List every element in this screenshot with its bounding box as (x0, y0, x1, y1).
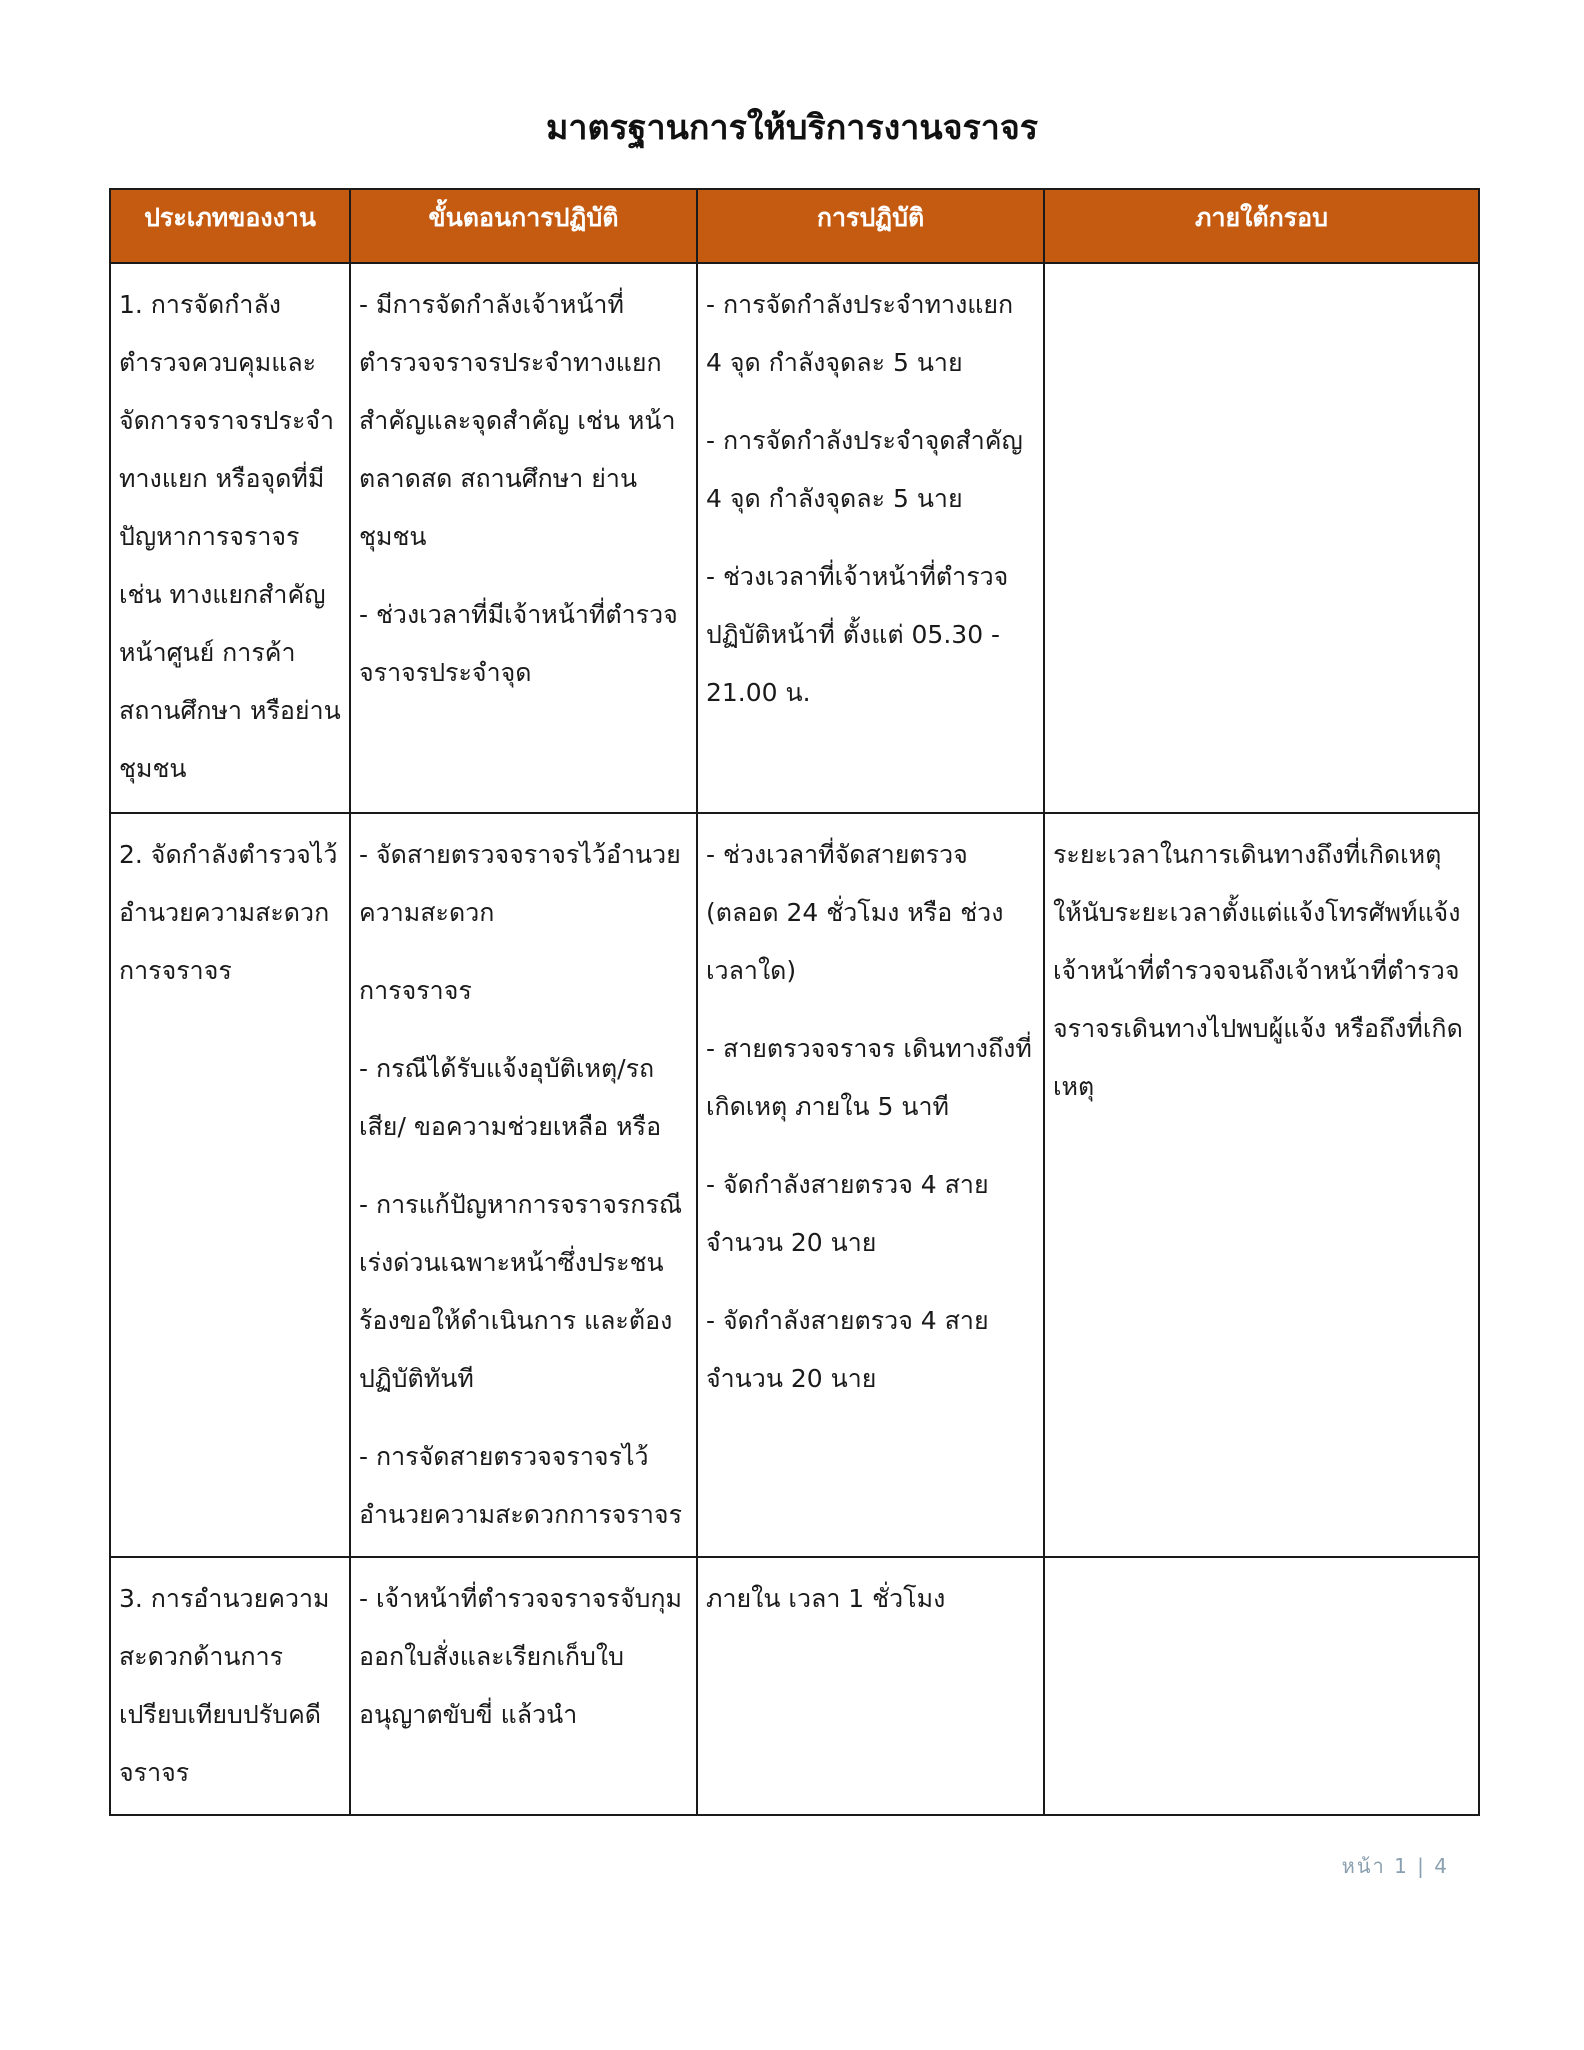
practice-item: - การจัดกำลังประจำจุดสำคัญ 4 จุด กำลังจุดละ 5 นาย (706, 426, 1023, 513)
practice-item: - ช่วงเวลาที่จัดสายตรวจ (ตลอด 24 ชั่วโมง หรือ ช่วงเวลาใด) (706, 840, 1004, 985)
practice-item: - การจัดกำลังประจำทางแยก 4 จุด กำลังจุดละ 5 นาย (706, 290, 1014, 377)
practice-item: - ช่วงเวลาที่เจ้าหน้าที่ตำรวจปฏิบัติหน้าที่ ตั้งแต่ 05.30 - 21.00 น. (706, 562, 1009, 707)
procedure-item: - การจัดสายตรวจจราจรไว้อำนวยความสะดวกการจราจร (359, 1442, 682, 1529)
cell-practice (697, 813, 1044, 1557)
cell-work-type: 1. การจัดกำลังตำรวจควบคุมและจัดการจราจรประจำทางแยก หรือจุดที่มีปัญหาการจราจร เช่น ทางแยกสำคัญ หน้าศูนย์ การค้า สถานศึกษา หรือย่านชุมชน (110, 263, 350, 813)
service-standard-table (109, 188, 1480, 1816)
procedure-item: - มีการจัดกำลังเจ้าหน้าที่ตำรวจจราจรประจำทางแยกสำคัญและจุดสำคัญ เช่น หน้าตลาดสด สถานศึกษา ย่านชุมชน (359, 290, 676, 551)
procedure-item: - เจ้าหน้าที่ตำรวจจราจรจับกุมออกใบสั่งและเรียกเก็บใบอนุญาตขับขี่ แล้วนำ (359, 1584, 682, 1729)
page-footer (1342, 1850, 1449, 1882)
header-procedure: ขั้นตอนการปฏิบัติ (350, 189, 697, 263)
table-header-row (110, 189, 1479, 263)
practice-item: - สายตรวจจราจร เดินทางถึงที่เกิดเหตุ ภายใน 5 นาที (706, 1034, 1032, 1121)
table-row (110, 263, 1479, 813)
procedure-item: - การแก้ปัญหาการจราจรกรณีเร่งด่วนเฉพาะหน้าซึ่งประชนร้องขอให้ดำเนินการ และต้องปฏิบัติทันที (359, 1190, 683, 1393)
cell-procedure (350, 263, 697, 813)
procedure-item: การจราจร (359, 976, 472, 1005)
header-practice: การปฏิบัติ (697, 189, 1044, 263)
cell-work-type: 3. การอำนวยความสะดวกด้านการเปรียบเทียบปรับคดีจราจร (110, 1557, 350, 1815)
cell-practice (697, 263, 1044, 813)
table-row (110, 1557, 1479, 1815)
practice-item: - จัดกำลังสายตรวจ 4 สาย จำนวน 20 นาย (706, 1306, 989, 1393)
header-work-type: ประเภทของงาน (110, 189, 350, 263)
cell-procedure (350, 813, 697, 1557)
cell-framework (1044, 1557, 1479, 1815)
page-title: มาตรฐานการให้บริการงานจราจร (545, 108, 1039, 148)
procedure-item: - กรณีได้รับแจ้งอุบัติเหตุ/รถเสีย/ ขอความช่วยเหลือ หรือ (359, 1054, 662, 1141)
page-label: หน้า (1341, 1854, 1386, 1878)
practice-item: ภายใน เวลา 1 ชั่วโมง (706, 1584, 946, 1613)
cell-work-type: 2. จัดกำลังตำรวจไว้อำนวยความสะดวกการจราจร (110, 813, 350, 1557)
practice-item: - จัดกำลังสายตรวจ 4 สาย จำนวน 20 นาย (706, 1170, 989, 1257)
page-number: 1 | 4 (1394, 1854, 1449, 1878)
procedure-item: - ช่วงเวลาที่มีเจ้าหน้าที่ตำรวจจราจรประจำจุด (359, 600, 678, 687)
cell-practice (697, 1557, 1044, 1815)
cell-framework: ระยะเวลาในการเดินทางถึงที่เกิดเหตุให้นับระยะเวลาตั้งแต่แจ้งโทรศัพท์แจ้งเจ้าหน้าที่ตำรวจจนถึงเจ้าหน้าที่ตำรวจจราจรเดินทางไปพบผู้แจ้ง หรือถึงที่เกิดเหตุ (1044, 813, 1479, 1557)
cell-procedure (350, 1557, 697, 1815)
table-row (110, 813, 1479, 1557)
cell-framework (1044, 263, 1479, 813)
header-framework: ภายใต้กรอบ (1044, 189, 1479, 263)
procedure-item: - จัดสายตรวจจราจรไว้อำนวยความสะดวก (359, 840, 681, 927)
